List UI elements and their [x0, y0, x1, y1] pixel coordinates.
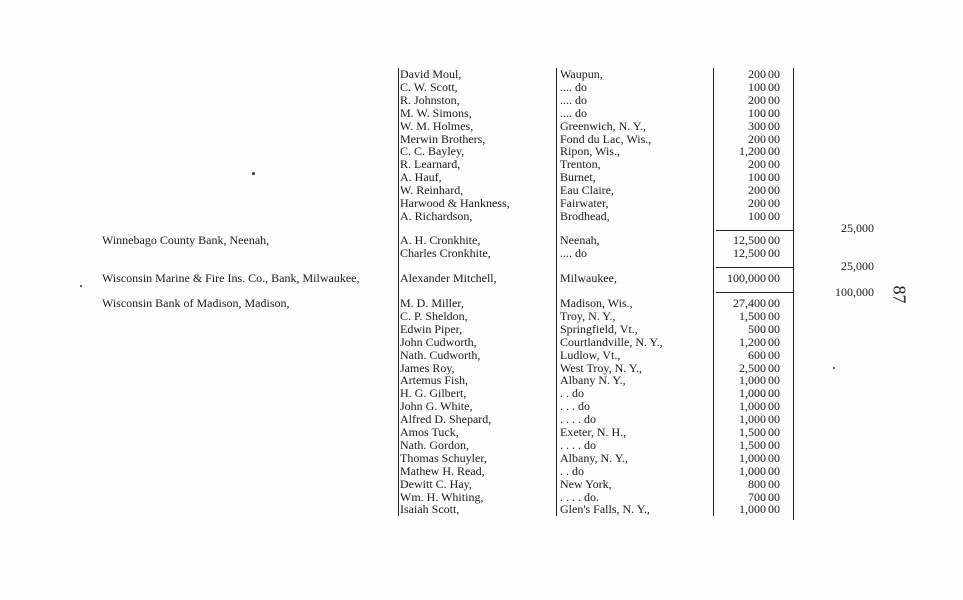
amount: 200: [748, 67, 766, 81]
residence: .... do: [560, 80, 587, 94]
cents: 00: [768, 245, 780, 260]
stockholder-name: Alfred D. Shepard,: [400, 413, 492, 427]
column-rule-left: [398, 68, 399, 516]
stockholder-name: Mathew H. Read,: [400, 464, 485, 478]
ledger-row: [400, 68, 795, 81]
residence: Fond du Lac, Wis.,: [560, 132, 652, 146]
stockholder-name: C. C. Bayley,: [400, 145, 465, 159]
ledger-row: [400, 145, 795, 158]
cents: 00: [768, 399, 780, 414]
stockholder-name: Alexander Mitchell,: [400, 272, 497, 285]
amount: 1,000: [739, 412, 766, 427]
amount: 700: [748, 489, 766, 504]
amount: 100: [748, 105, 766, 120]
residence: . . do: [560, 387, 584, 401]
ledger-row: [400, 400, 795, 413]
stockholder-name: David Moul,: [400, 68, 462, 81]
amount: 200: [748, 183, 766, 198]
cents: 00: [768, 347, 780, 362]
stockholder-name: Artemus Fish,: [400, 374, 469, 388]
ledger-row: [400, 133, 795, 146]
residence: Greenwich, N. Y.,: [560, 119, 646, 133]
stockholder-name: Merwin Brothers,: [400, 132, 486, 146]
amount: 1,200: [739, 144, 766, 159]
bank-name: Wisconsin Marine & Fire Ins. Co., Bank, Milwaukee,: [102, 271, 360, 285]
stockholder-name: C. P. Sheldon,: [400, 309, 468, 323]
cents: 00: [768, 360, 780, 375]
amount: 1,500: [739, 425, 766, 439]
stockholder-name: Nath. Gordon,: [400, 438, 469, 452]
residence: .... do: [560, 93, 587, 107]
cents: 00: [768, 157, 780, 172]
stockholder-name: Wm. H. Whiting,: [400, 490, 484, 504]
residence: Milwaukee,: [560, 272, 617, 285]
ledger-row: [400, 362, 795, 375]
residence: West Troy, N. Y.,: [560, 361, 642, 375]
cents: 00: [768, 437, 780, 452]
cents: 00: [768, 502, 780, 517]
ink-speck: [833, 367, 835, 369]
residence: Burnet,: [560, 171, 596, 185]
amount: 600: [748, 347, 766, 362]
amount: 2,500: [739, 360, 766, 375]
amount: 1,000: [739, 463, 766, 478]
residence: .... do: [560, 246, 587, 260]
amount: 100: [748, 79, 766, 94]
bank-total: 25,000: [841, 259, 874, 273]
residence: Waupun,: [560, 68, 603, 81]
stockholder-name: Dewitt C. Hay,: [400, 477, 472, 491]
cents: 00: [768, 334, 780, 349]
stockholder-name: R. Learnard,: [400, 158, 461, 172]
stockholder-name: A. H. Cronkhite,: [400, 234, 481, 247]
amount: 27,400: [733, 296, 766, 310]
ledger-row: [400, 465, 795, 478]
amount: 300: [748, 118, 766, 133]
ledger-row: [400, 478, 795, 491]
ledger-row: [400, 94, 795, 107]
stockholder-name: Thomas Schuyler,: [400, 451, 487, 465]
ledger-row: [400, 349, 795, 362]
ledger-row: [400, 158, 795, 171]
amount: 1,500: [739, 437, 766, 452]
cents: 00: [768, 489, 780, 504]
cents: 00: [768, 425, 780, 439]
cents: 00: [768, 296, 780, 310]
cents: 00: [768, 463, 780, 478]
residence: Brodhead,: [560, 209, 610, 223]
sum-rule-3: [716, 292, 794, 293]
stockholder-name: R. Johnston,: [400, 93, 460, 107]
amount: 100,000: [727, 271, 766, 285]
ledger-row: [400, 247, 795, 260]
residence: Fairwater,: [560, 197, 609, 210]
stockholder-name: Nath. Cudworth,: [400, 348, 481, 362]
stockholder-name: W. Reinhard,: [400, 184, 464, 198]
ledger-row: [400, 413, 795, 426]
stockholder-name: Edwin Piper,: [400, 322, 463, 336]
amount: 1,000: [739, 373, 766, 388]
stockholder-name: James Roy,: [400, 361, 455, 375]
ledger-row: [400, 184, 795, 197]
cents: 00: [768, 321, 780, 336]
cents: 00: [768, 131, 780, 146]
amount: 1,000: [739, 450, 766, 465]
sum-rule-1: [716, 230, 794, 231]
cents: 00: [768, 79, 780, 94]
amount: 1,200: [739, 334, 766, 349]
ledger-row: [400, 387, 795, 400]
amount: 200: [748, 92, 766, 107]
bank-total: 25,000: [841, 221, 874, 235]
residence: Ludlow, Vt.,: [560, 348, 621, 362]
residence: . . . . do: [560, 438, 596, 452]
ink-speck: [252, 172, 255, 175]
ledger-row: [400, 297, 795, 310]
ledger-row: [400, 336, 795, 349]
page-number: 87: [889, 285, 910, 304]
ledger-row: [400, 323, 795, 336]
residence: Albany N. Y.,: [560, 374, 626, 388]
stockholder-name: C. W. Scott,: [400, 80, 458, 94]
residence: Eau Claire,: [560, 184, 614, 198]
amount: 1,000: [739, 399, 766, 414]
amount: 100: [748, 170, 766, 185]
ledger-row: [400, 272, 795, 285]
amount: 12,500: [733, 233, 766, 247]
ledger-row: [400, 120, 795, 133]
amount: 100: [748, 208, 766, 223]
ledger-row: [400, 107, 795, 120]
residence: . . do: [560, 464, 584, 478]
residence: Troy, N. Y.,: [560, 309, 616, 323]
residence: . . . . do.: [560, 490, 599, 504]
stockholder-name: Charles Cronkhite,: [400, 246, 491, 260]
cents: 00: [768, 208, 780, 223]
stockholder-name: John G. White,: [400, 400, 473, 414]
ledger-row: [400, 310, 795, 323]
stockholder-name: A. Richardson,: [400, 209, 473, 223]
stockholder-name: Isaiah Scott,: [400, 503, 460, 517]
cents: 00: [768, 118, 780, 133]
cents: 00: [768, 170, 780, 185]
cents: 00: [768, 196, 780, 210]
residence: New York,: [560, 477, 612, 491]
sum-rule-2: [716, 267, 794, 268]
cents: 00: [768, 271, 780, 285]
stockholder-name: Amos Tuck,: [400, 426, 459, 439]
residence: Neenah,: [560, 234, 600, 247]
ledger-row: [400, 452, 795, 465]
ledger-row: [400, 503, 795, 516]
cents: 00: [768, 144, 780, 159]
cents: 00: [768, 476, 780, 491]
stockholder-name: M. W. Simons,: [400, 106, 472, 120]
cents: 00: [768, 92, 780, 107]
ledger-row: [400, 426, 795, 439]
residence: Exeter, N. H.,: [560, 426, 627, 439]
cents: 00: [768, 233, 780, 247]
bank-name: Wisconsin Bank of Madison, Madison,: [102, 296, 290, 310]
residence: Madison, Wis.,: [560, 297, 633, 310]
stockholder-name: M. D. Miller,: [400, 297, 464, 310]
residence: . . . . do: [560, 413, 596, 427]
cents: 00: [768, 308, 780, 323]
ink-speck: [80, 285, 82, 287]
residence: Trenton,: [560, 158, 601, 172]
amount: 500: [748, 321, 766, 336]
ledger-row: [400, 439, 795, 452]
bank-name: Winnebago County Bank, Neenah,: [102, 233, 270, 247]
amount: 200: [748, 196, 766, 210]
cents: 00: [768, 386, 780, 401]
residence: Glen's Falls, N. Y.,: [560, 503, 650, 517]
cents: 00: [768, 67, 780, 81]
stockholder-name: John Cudworth,: [400, 335, 477, 349]
ledger-row: [400, 210, 795, 223]
amount: 200: [748, 131, 766, 146]
ledger-row: [400, 491, 795, 504]
ledger-row: [400, 374, 795, 387]
residence: Ripon, Wis.,: [560, 145, 620, 159]
residence: Courtlandville, N. Y.,: [560, 335, 663, 349]
residence: Springfield, Vt.,: [560, 322, 638, 336]
residence: .... do: [560, 106, 587, 120]
residence: . . . do: [560, 400, 590, 414]
cents: 00: [768, 105, 780, 120]
stockholder-name: H. G. Gilbert,: [400, 387, 467, 401]
amount: 12,500: [733, 245, 766, 260]
amount: 1,000: [739, 502, 766, 517]
bank-total: 100,000: [835, 285, 874, 299]
ledger-row: [400, 197, 795, 210]
cents: 00: [768, 373, 780, 388]
ledger-row: [400, 81, 795, 94]
cents: 00: [768, 183, 780, 198]
cents: 00: [768, 412, 780, 427]
amount: 200: [748, 157, 766, 172]
amount: 1,000: [739, 386, 766, 401]
amount: 1,500: [739, 308, 766, 323]
stockholder-name: W. M. Holmes,: [400, 119, 474, 133]
ledger-row: [400, 171, 795, 184]
amount: 800: [748, 476, 766, 491]
residence: Albany, N. Y.,: [560, 451, 628, 465]
stockholder-name: Harwood & Hankness,: [400, 197, 510, 210]
cents: 00: [768, 450, 780, 465]
stockholder-name: A. Hauf,: [400, 171, 442, 185]
